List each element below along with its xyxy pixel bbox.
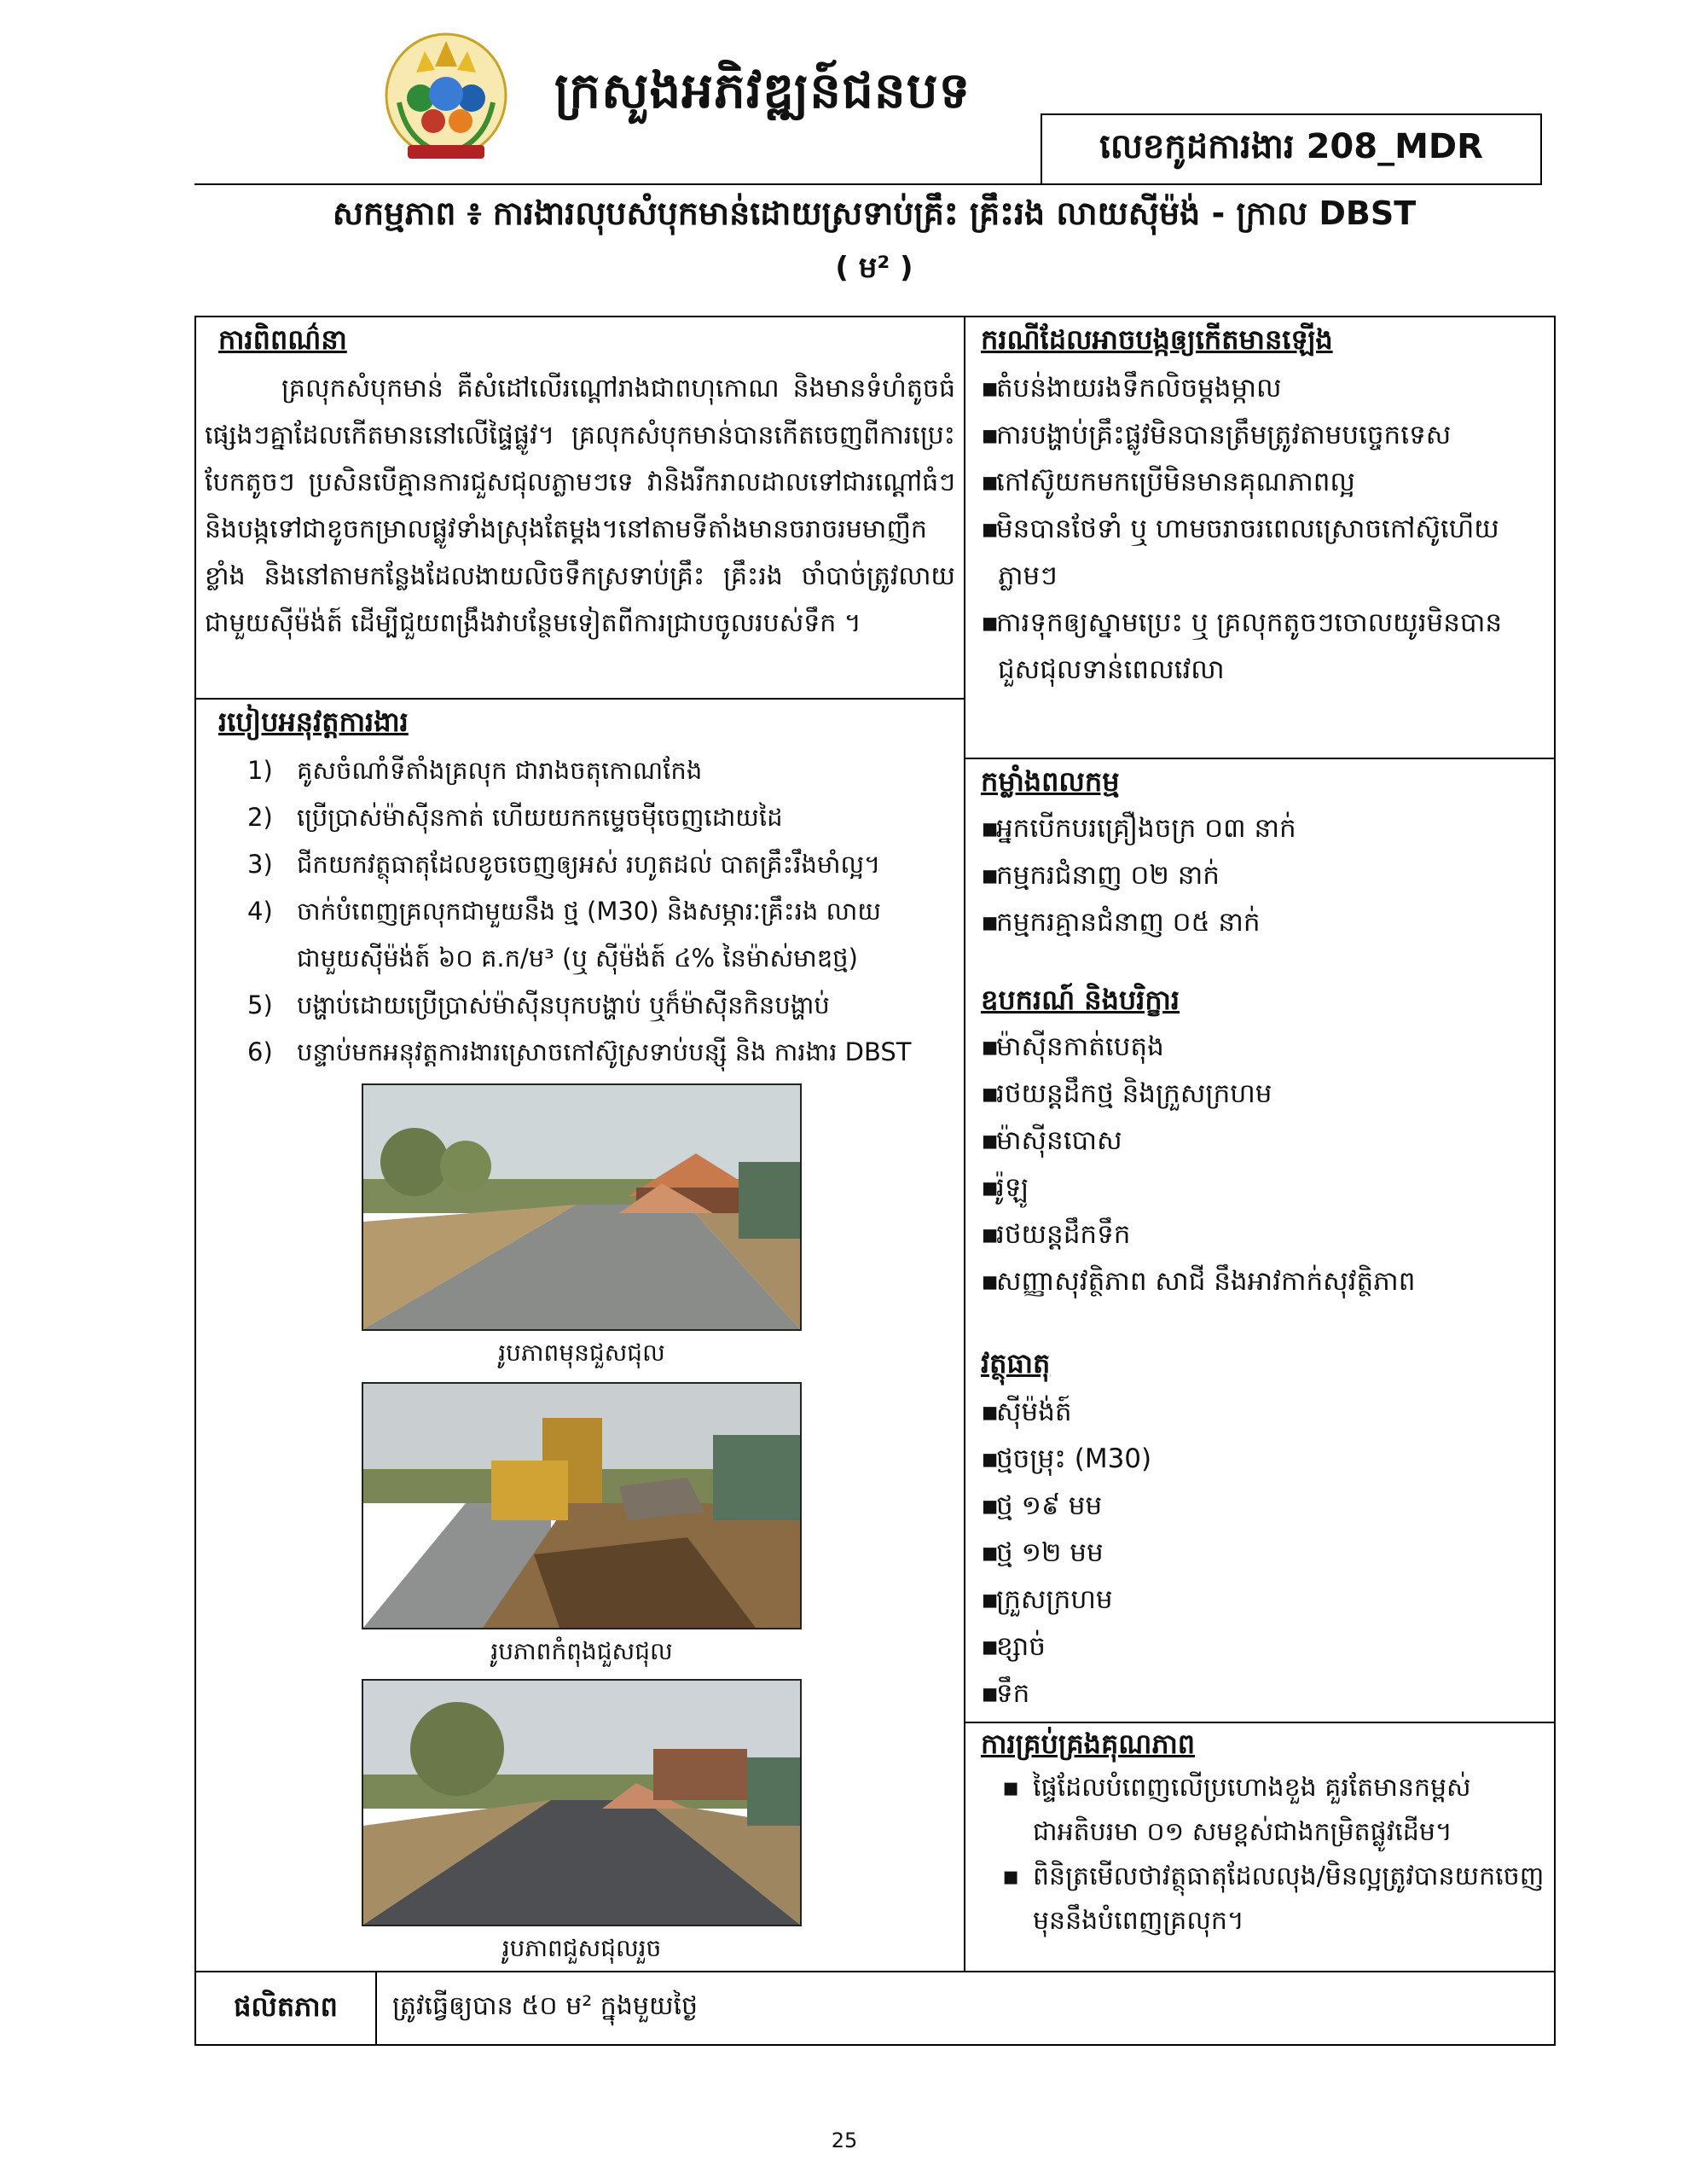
photo-caption-during: រូបភាពកំពុងជួសជុល bbox=[490, 1637, 673, 1665]
list-item: ▪ទឹក bbox=[981, 1678, 1030, 1709]
list-item: ▪ម៉ាស៊ីនកាត់បេតុង bbox=[981, 1031, 1164, 1062]
list-item: ▪ ពិនិត្រមើលថាវត្ថុធាតុដែលលុង/មិនល្អត្រូវបានយកចេញមុននឹងបំពេញគ្រលុក។ bbox=[1002, 1862, 1545, 1936]
list-item: ▪សញ្ញាសុវត្ថិភាព សាជី នឹងអាវកាក់សុវត្ថិភាព bbox=[981, 1266, 1416, 1297]
list-item: ▪រ៉ូឡូ bbox=[981, 1172, 1029, 1203]
step-item: 1) គូសចំណាំទីតាំងគ្រលុក ជារាងចតុកោណកែង bbox=[247, 756, 703, 785]
page-number: 25 bbox=[831, 2129, 858, 2152]
list-item: ▪ការទុកឲ្យស្នាមប្រេះ ឬ គ្រលុកតូចៗចោលយូរមិនបាន bbox=[981, 607, 1503, 638]
activity-unit: ( ម² ) bbox=[835, 251, 913, 285]
list-item: ▪ខ្សាច់ bbox=[981, 1631, 1046, 1662]
quality-list bbox=[1002, 1766, 1548, 1943]
right-row-divider-1 bbox=[964, 758, 1556, 759]
list-item: ▪កម្មករគ្មានជំនាញ ០៥ នាក់ bbox=[981, 907, 1261, 938]
labor-heading: កម្លាំងពលកម្ម bbox=[981, 765, 1120, 798]
productivity-divider bbox=[375, 1971, 377, 2046]
step-item: 6) បន្ទាប់មកអនុវត្តការងារស្រោចកៅស៊ូស្រទាប់បន្សុី និង ការងារ DBST bbox=[247, 1037, 912, 1066]
description-heading: ការពិពណ៌នា bbox=[218, 323, 347, 356]
header-divider bbox=[194, 183, 1043, 185]
causes-heading: ករណីដែលអាចបង្កឲ្យកើតមានឡើង bbox=[981, 323, 1333, 356]
list-item: ▪ថ្មចម្រុះ (M30) bbox=[981, 1443, 1152, 1474]
photo-after-repair bbox=[362, 1679, 802, 1926]
list-item: ▪ក្រួសក្រហម bbox=[981, 1584, 1113, 1615]
column-divider bbox=[964, 316, 965, 1972]
productivity-label: ផលិតភាព bbox=[234, 1990, 338, 2023]
quality-heading: ការគ្រប់គ្រងគុណភាព bbox=[981, 1728, 1196, 1760]
step-item: 3) ជីកយកវត្ថុធាតុដែលខូចចេញឲ្យអស់ រហូតដល់ បាតគ្រឹះរឹងមាំល្អ។ bbox=[247, 850, 881, 879]
photo-during-repair bbox=[362, 1382, 802, 1629]
list-item: ▪កម្មករជំនាញ ០២ នាក់ bbox=[981, 860, 1220, 891]
list-item: ▪ ផ្ទៃដែលបំពេញលើប្រហោងខួង គួរតែមានកម្ពស់ជាអតិបរមា ០១ សមខ្ពស់ជាងកម្រិតផ្លូវដើម។ bbox=[1002, 1773, 1471, 1847]
ministry-logo bbox=[382, 26, 510, 166]
productivity-text: ត្រូវធ្វើឲ្យបាន ៥០ ម² ក្នុងមួយថ្ងៃ bbox=[392, 1991, 699, 2021]
equipment-heading: ឧបករណ៍ និងបរិក្ខារ bbox=[981, 984, 1180, 1016]
list-item-continuation: ជួសជុលទាន់ពេលវេលា bbox=[998, 654, 1225, 685]
step-item: 2) ប្រើប្រាស់ម៉ាស៊ីនកាត់ ហើយយកកម្ទេចម៉ីចេញដោយដៃ bbox=[247, 803, 783, 832]
list-item: ▪ការបង្ហាប់គ្រឹះផ្លូវមិនបានត្រឹមត្រូវតាមបច្ចេកទេស bbox=[981, 420, 1452, 450]
photo-caption-before: រូបភាពមុនជួសជុល bbox=[498, 1339, 665, 1367]
list-item: ▪តំបន់ងាយរងទឹកលិចម្ដងម្កាល bbox=[981, 373, 1282, 404]
list-item: ▪ថ្ម ១២ មម bbox=[981, 1537, 1104, 1568]
description-text: គ្រលុកសំបុកមាន់ គឺសំដៅលើរណ្ដៅរាងជាពហុកោណ និងមានទំហំតូចធំផ្សេងៗគ្នាដែលកើតមាននៅលើផ្ទៃផ្លូវ។ គ្រលុកសំបុកមាន់បានកើតចេញពីការប្រេះបែកតូចៗ ប្រសិនបើគ្មានការជួសជុលភ្លាមៗទេ វានិងរីករាលដាលទៅជារណ្ដៅធំៗ និងបង្កទៅជាខូចកម្រាលផ្លូវទាំងស្រុងតែម្ដង។នៅតាមទីតាំងមានចរាចរមមាញឹកខ្លាំង និងនៅតាមកន្លែងដែលងាយលិចទឹកស្រទាប់គ្រឹះ គ្រឹះរង ចាំបាច់ត្រូវលាយជាមួយស៊ីម៉ង់ត៍ ដើម្បីជួយពង្រឹងវាបន្ថែមទៀតពីការជ្រាបចូលរបស់ទឹក ។ bbox=[205, 374, 955, 638]
photo-before-repair bbox=[362, 1083, 802, 1331]
labor-list bbox=[981, 805, 1296, 946]
right-row-divider-2 bbox=[964, 1722, 1556, 1723]
method-heading: របៀបអនុវត្តការងារ bbox=[218, 706, 409, 738]
list-item: ▪អ្នកបើកបរគ្រឿងចក្រ ០៣ នាក់ bbox=[981, 813, 1296, 844]
ministry-title: ក្រសួងអភិវឌ្ឍន៍ជនបទ bbox=[554, 61, 971, 119]
list-item: ▪ស៊ីម៉ង់ត៍ bbox=[981, 1397, 1072, 1427]
materials-list bbox=[981, 1389, 1151, 1717]
photo-caption-after: រូបភាពជួសជុលរួច bbox=[501, 1934, 662, 1962]
work-code-box: លេខកូដការងារ 208_MDR bbox=[1041, 113, 1542, 185]
step-item-continuation: ជាមួយស៊ីម៉ង់ត៍ ៦០ គ.ក/ម³ (ឬ ស៊ីម៉ង់ត៍ ៤% នៃម៉ាស់មាឌថ្ម) bbox=[297, 944, 858, 973]
list-item: ▪មិនបានថែទាំ ឬ ហាមចរាចរពេលស្រោចកៅស៊ូហើយ bbox=[981, 514, 1499, 544]
causes-list bbox=[981, 365, 1502, 694]
step-item: 5) បង្ហាប់ដោយប្រើប្រាស់ម៉ាស៊ីនបុកបង្ហាប់ ឬក៏ម៉ាស៊ីនកិនបង្ហាប់ bbox=[247, 990, 830, 1019]
materials-heading: វត្ថុធាតុ bbox=[981, 1347, 1051, 1380]
list-item: ▪រថយន្តដឹកថ្ម និងក្រួសក្រហម bbox=[981, 1078, 1272, 1109]
list-item: ▪ថ្ម ១៩ មម bbox=[981, 1490, 1103, 1521]
equipment-list bbox=[981, 1024, 1415, 1305]
list-item-continuation: ភ្លាមៗ bbox=[998, 561, 1058, 591]
list-item: ▪រថយន្តដឹកទឹក bbox=[981, 1219, 1131, 1250]
step-item: 4) ចាក់បំពេញគ្រលុកជាមួយនឹង ថ្ម (M30) និងសម្ភារៈគ្រឹះរង លាយ bbox=[247, 897, 881, 926]
list-item: ▪ម៉ាស៊ីនបោស bbox=[981, 1125, 1122, 1156]
list-item: ▪កៅស៊ូយកមកប្រើមិនមានគុណភាពល្អ bbox=[981, 467, 1355, 497]
activity-title: សកម្មភាព ៖ ការងារលុបសំបុកមាន់ដោយស្រទាប់គ្រឹះ គ្រឹះរង លាយស៊ីម៉ង់ - ក្រាល DBST bbox=[332, 195, 1417, 232]
left-row-divider bbox=[194, 698, 965, 700]
method-steps bbox=[247, 747, 911, 1076]
